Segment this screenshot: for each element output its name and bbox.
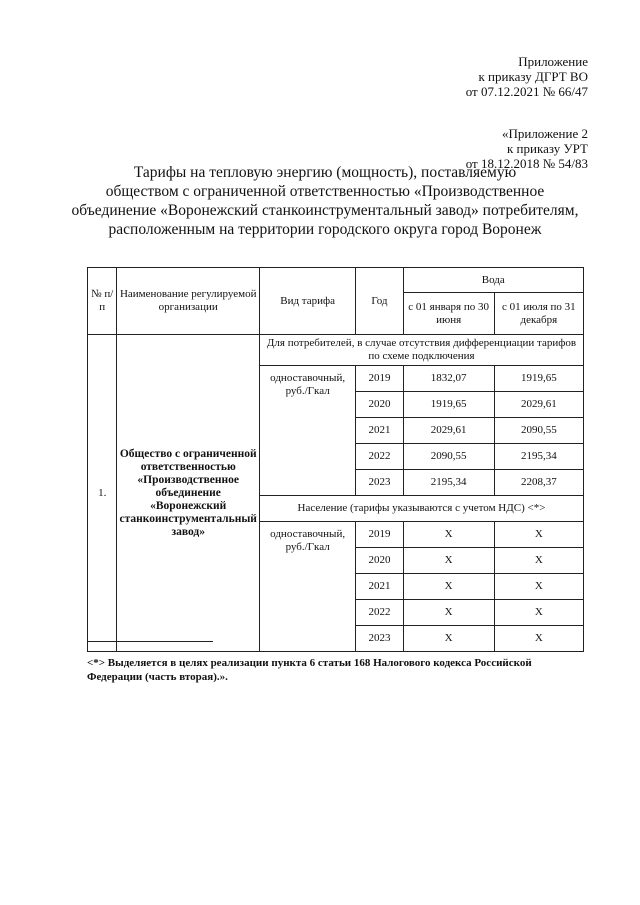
value-cell: 2090,55	[403, 444, 494, 470]
value-cell: 2195,34	[403, 470, 494, 496]
appendix-line: от 07.12.2021 № 66/47	[465, 84, 588, 99]
col-header-num: № п/п	[88, 268, 117, 335]
year-cell: 2021	[356, 574, 403, 600]
value-cell: Х	[494, 574, 583, 600]
value-cell: Х	[403, 574, 494, 600]
appendix-line: от 18.12.2018 № 54/83	[465, 156, 588, 171]
col-header-name: Наименование регулируемой организации	[117, 268, 259, 335]
year-cell: 2020	[356, 392, 403, 418]
appendix-line: к приказу ДГРТ ВО	[478, 69, 588, 84]
year-cell: 2023	[356, 626, 403, 652]
tariff-type: одноставочный, руб./Гкал	[259, 522, 355, 652]
tariff-type: одноставочный, руб./Гкал	[259, 366, 355, 496]
value-cell: 2195,34	[494, 444, 583, 470]
appendix-header	[466, 54, 588, 99]
value-cell: 2029,61	[494, 392, 583, 418]
value-cell: Х	[494, 626, 583, 652]
value-cell: 1832,07	[403, 366, 494, 392]
title-line: объединение «Воронежский станкоинструментальный завод» потребителям,	[71, 202, 579, 219]
col-header-year: Год	[356, 268, 403, 335]
value-cell: 1919,65	[403, 392, 494, 418]
year-cell: 2020	[356, 548, 403, 574]
appendix-line: Приложение	[518, 54, 588, 69]
year-cell: 2021	[356, 418, 403, 444]
value-cell: Х	[403, 626, 494, 652]
col-header-type: Вид тарифа	[259, 268, 355, 335]
section-header: Для потребителей, в случае отсутствия дифференциации тарифов по схеме подключения	[259, 335, 583, 366]
value-cell: 2029,61	[403, 418, 494, 444]
col-header-water: Вода	[403, 268, 583, 293]
document-title	[60, 163, 590, 239]
year-cell: 2019	[356, 522, 403, 548]
footnote-divider	[87, 641, 213, 642]
row-number: 1.	[88, 335, 117, 652]
value-cell: Х	[403, 548, 494, 574]
title-line: Тарифы на тепловую энергию (мощность), поставляемую	[133, 164, 517, 181]
appendix-line: к приказу УРТ	[506, 141, 588, 156]
value-cell: Х	[494, 600, 583, 626]
footnote: <*> Выделяется в целях реализации пункта 6 статьи 168 Налогового кодекса Российской Федерации (часть вторая).».	[87, 657, 532, 683]
organization-name: Общество с ограниченной ответственностью «Производственное объединение «Воронежский станкоинструментальный завод»	[117, 335, 259, 652]
value-cell: Х	[494, 548, 583, 574]
value-cell: 1919,65	[494, 366, 583, 392]
value-cell: 2090,55	[494, 418, 583, 444]
title-line: обществом с ограниченной ответственностью «Производственное	[105, 183, 545, 200]
year-cell: 2019	[356, 366, 403, 392]
value-cell: 2208,37	[494, 470, 583, 496]
col-header-period2: с 01 июля по 31 декабря	[494, 293, 583, 335]
year-cell: 2022	[356, 444, 403, 470]
year-cell: 2023	[356, 470, 403, 496]
title-line: расположенным на территории городского округа город Воронеж	[108, 221, 542, 238]
section-header: Население (тарифы указываются с учетом НДС) <*>	[259, 496, 583, 522]
year-cell: 2022	[356, 600, 403, 626]
value-cell: Х	[494, 522, 583, 548]
value-cell: Х	[403, 522, 494, 548]
value-cell: Х	[403, 600, 494, 626]
tariff-table	[87, 267, 584, 652]
appendix-line: «Приложение 2	[501, 126, 588, 141]
col-header-period1: с 01 января по 30 июня	[403, 293, 494, 335]
